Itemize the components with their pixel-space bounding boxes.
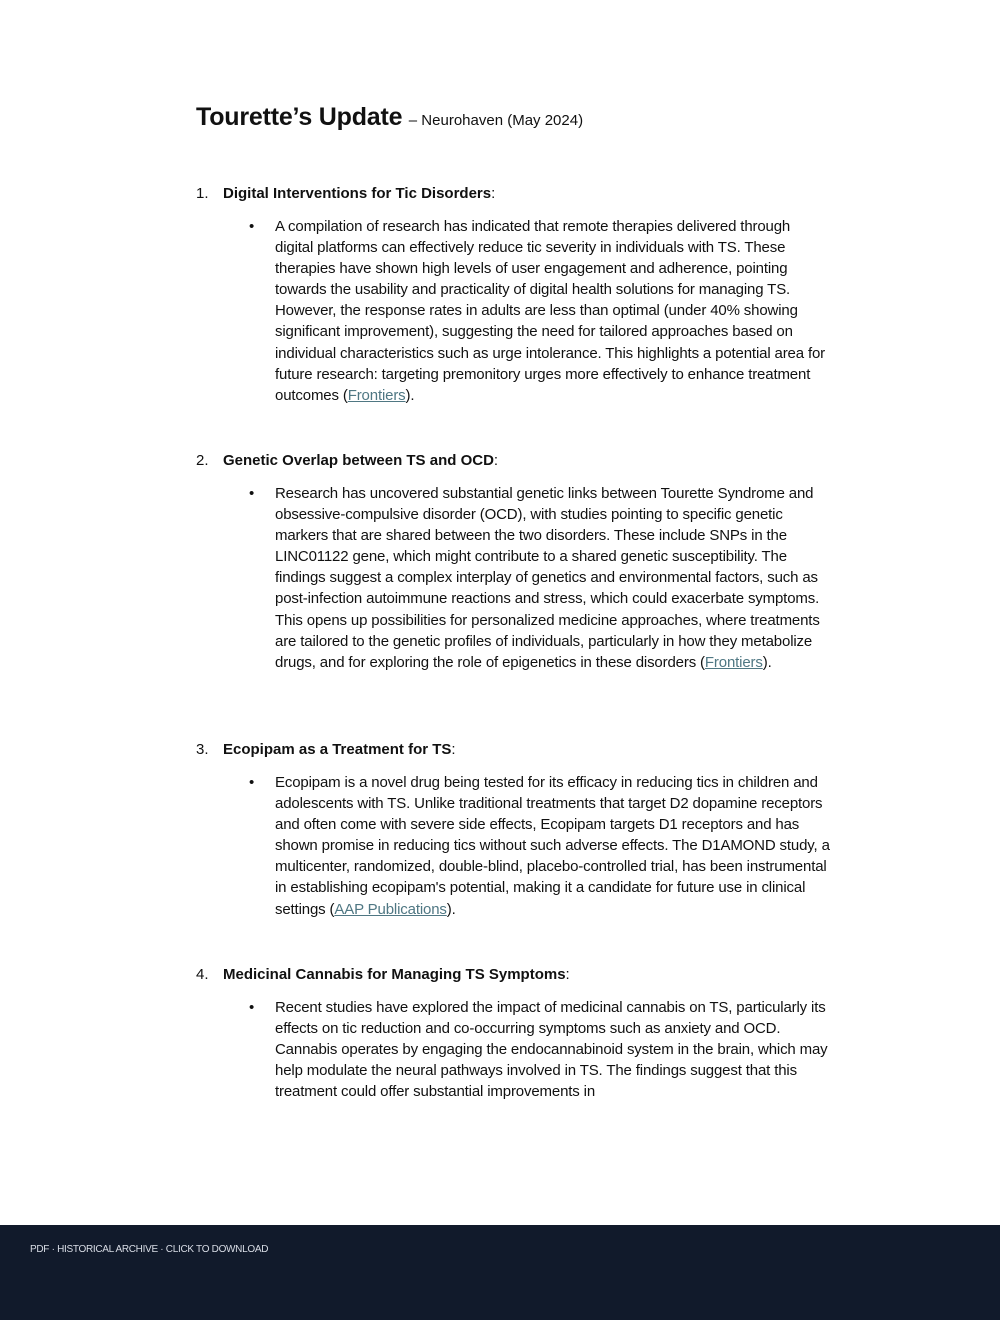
- paragraph-text: A compilation of research has indicated that remote therapies delivered through digital platforms can effectively reduce tic severity in individuals with TS. These therapies have shown high levels of user engagement and adherence, pointing towards the usability and practicality of digital health solutions for managing TS. However, the response rates in adults are less than optimal (under 40% showing significant improvement), suggesting the need for tailored approaches based on individual characteristics such as urge intolerance. This highlights a potential area for future research: targeting premonitory urges more effectively to enhance treatment outcomes (: [275, 218, 826, 404]
- bullet-paragraph: [275, 997, 831, 1102]
- section-title: Digital Interventions for Tic Disorders: [223, 185, 492, 202]
- document-subtitle: – Neurohaven (May 2024): [408, 112, 584, 129]
- paragraph-text: Research has uncovered substantial genetic links between Tourette Syndrome and obsessive-compulsive disorder (OCD), with studies pointing to specific genetic markers that are shared between the two disorders. These include SNPs in the LINC01122 gene, which might contribute to a shared genetic susceptibility. The findings suggest a complex interplay of genetics and environmental factors, such as post-infection autoimmune reactions and stress, which could exacerbate symptoms. This opens up possibilities for personalized medicine approaches, where treatments are tailored to the genetic profiles of individuals, particularly in how they metabolize drugs, and for exploring the role of epigenetics in these disorders (: [275, 485, 820, 671]
- heading-colon: :: [491, 185, 496, 202]
- section-3: [196, 739, 836, 920]
- paragraph-close: ).: [405, 386, 415, 404]
- bullet-paragraph: [275, 772, 831, 920]
- section-number: 4.: [196, 966, 209, 983]
- heading-colon: :: [565, 966, 570, 983]
- download-pdf-link[interactable]: PDF · HISTORICAL ARCHIVE · CLICK TO DOWNLOAD: [30, 1244, 269, 1255]
- document-title-line: [196, 103, 583, 132]
- section-number: 1.: [196, 185, 209, 202]
- bullet-item: [196, 216, 836, 406]
- bullet-paragraph: [275, 216, 831, 406]
- bullet-item: [196, 772, 836, 920]
- paragraph-text: Ecopipam is a novel drug being tested for its efficacy in reducing tics in children and adolescents with TS. Unlike traditional treatments that target D2 dopamine receptors and often come with severe side effects, Ecopipam targets D1 receptors and has shown promise in reducing tics without such adverse effects. The D1AMOND study, a multicenter, randomized, double-blind, placebo-controlled trial, has been instrumental in establishing ecopipam's potential, making it a candidate for future use in clinical settings (: [275, 774, 830, 918]
- bullet-icon: •: [249, 999, 255, 1016]
- section-4: [196, 964, 836, 1102]
- bullet-icon: •: [249, 774, 255, 791]
- bullet-icon: •: [249, 485, 255, 502]
- bullet-icon: •: [249, 218, 255, 235]
- paragraph-close: ).: [446, 900, 456, 918]
- paragraph-text: Recent studies have explored the impact of medicinal cannabis on TS, particularly its effects on tic reduction and co-occurring symptoms such as anxiety and OCD. Cannabis operates by engaging the endocannabinoid system in the brain, which may help modulate the neural pathways involved in TS. The findings suggest that this treatment could offer substantial improvements in: [275, 999, 828, 1101]
- section-1: [196, 183, 836, 406]
- section-2: [196, 450, 836, 673]
- section-heading: [196, 183, 836, 204]
- source-link-frontiers[interactable]: Frontiers: [704, 653, 763, 671]
- bullet-paragraph: [275, 483, 831, 673]
- section-number: 3.: [196, 741, 209, 758]
- paragraph-close: ).: [762, 653, 772, 671]
- heading-colon: :: [451, 741, 456, 758]
- heading-colon: :: [493, 452, 499, 469]
- section-number: 2.: [196, 452, 209, 469]
- download-footer-bar: [0, 1225, 1000, 1320]
- source-link-frontiers[interactable]: Frontiers: [347, 386, 406, 404]
- bullet-item: [196, 997, 836, 1102]
- bullet-item: [196, 483, 836, 673]
- source-link-aap-publications[interactable]: AAP Publications: [334, 900, 447, 918]
- section-heading: [196, 964, 836, 985]
- document-title: Tourette’s Update: [196, 103, 403, 131]
- section-heading: [196, 450, 836, 471]
- section-title: Ecopipam as a Treatment for TS: [223, 741, 452, 758]
- section-title: Genetic Overlap between TS and OCD: [223, 452, 494, 469]
- section-heading: [196, 739, 836, 760]
- section-title: Medicinal Cannabis for Managing TS Symptoms: [223, 966, 566, 983]
